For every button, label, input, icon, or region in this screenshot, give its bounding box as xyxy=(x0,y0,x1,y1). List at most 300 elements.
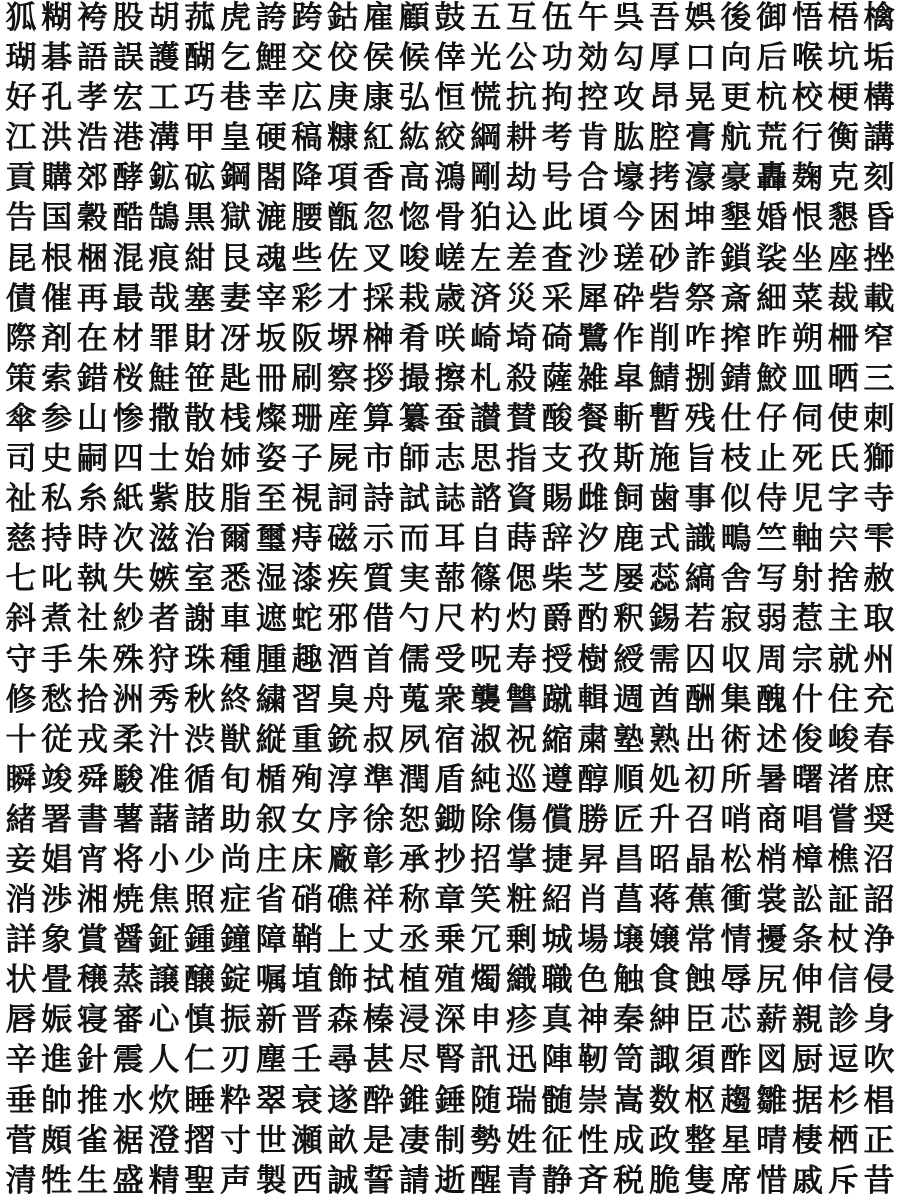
kanji-character: 作 xyxy=(613,320,645,357)
kanji-character: 主 xyxy=(827,601,859,638)
kanji-character: 刷 xyxy=(291,360,323,397)
kanji-character: 曙 xyxy=(792,761,823,798)
kanji-character: 杓 xyxy=(470,601,502,638)
kanji-character: 濠 xyxy=(684,160,716,197)
kanji-character: 拾 xyxy=(77,681,108,718)
kanji-character: 髄 xyxy=(541,1082,573,1119)
kanji-character: 瑞 xyxy=(506,1082,537,1119)
kanji-character: 嵯 xyxy=(434,240,466,277)
kanji-character: 酷 xyxy=(112,200,144,237)
kanji-character: 坐 xyxy=(792,240,823,277)
kanji-character: 残 xyxy=(684,400,716,437)
kanji-character: 郊 xyxy=(77,160,108,197)
kanji-character: 飾 xyxy=(327,962,359,999)
kanji-character: 慌 xyxy=(470,80,502,117)
kanji-character: 渚 xyxy=(827,761,859,798)
kanji-character: 清 xyxy=(5,1162,37,1199)
kanji-character: 鋤 xyxy=(434,801,466,838)
kanji-character: 趣 xyxy=(291,641,323,678)
kanji-character: 笹 xyxy=(184,360,216,397)
kanji-character: 場 xyxy=(577,922,609,959)
kanji-character: 事 xyxy=(684,481,716,518)
kanji-character: 蹴 xyxy=(541,681,573,718)
kanji-character: 尻 xyxy=(756,962,788,999)
kanji-character: 小 xyxy=(148,841,180,878)
kanji-row xyxy=(4,120,896,157)
kanji-character: 縮 xyxy=(541,721,573,758)
kanji-character: 孔 xyxy=(41,80,73,117)
kanji-character: 沼 xyxy=(863,841,895,878)
kanji-character: 策 xyxy=(5,360,37,397)
kanji-character: 昨 xyxy=(756,320,788,357)
kanji-character: 職 xyxy=(541,962,573,999)
kanji-character: 疾 xyxy=(327,561,359,598)
kanji-character: 懇 xyxy=(827,200,859,237)
kanji-character: 叙 xyxy=(255,801,287,838)
kanji-character: 淳 xyxy=(327,761,359,798)
kanji-character: 酢 xyxy=(720,1042,752,1079)
kanji-character: 股 xyxy=(112,0,144,36)
kanji-character: 此 xyxy=(541,200,573,237)
kanji-character: 深 xyxy=(434,1002,466,1039)
kanji-character: 熟 xyxy=(649,721,680,758)
kanji-character: 粛 xyxy=(577,721,609,758)
kanji-character: 詳 xyxy=(5,922,37,959)
kanji-character: 痕 xyxy=(148,240,180,277)
kanji-character: 靭 xyxy=(577,1042,609,1079)
kanji-character: 訊 xyxy=(470,1042,502,1079)
kanji-character: 重 xyxy=(291,721,323,758)
kanji-character: 指 xyxy=(506,441,537,478)
kanji-character: 集 xyxy=(720,681,752,718)
kanji-character: 柴 xyxy=(541,561,573,598)
kanji-character: 趨 xyxy=(720,1082,752,1119)
kanji-character: 商 xyxy=(756,801,788,838)
kanji-character: 校 xyxy=(792,80,823,117)
kanji-character: 寺 xyxy=(863,481,895,518)
kanji-character: 脆 xyxy=(649,1162,680,1199)
kanji-character: 爾 xyxy=(220,521,251,558)
kanji-character: 皐 xyxy=(613,360,645,397)
kanji-character: 朱 xyxy=(77,641,108,678)
kanji-character: 輯 xyxy=(577,681,609,718)
kanji-character: 酒 xyxy=(327,641,359,678)
kanji-character: 治 xyxy=(184,521,216,558)
kanji-character: 至 xyxy=(255,481,287,518)
kanji-character: 匙 xyxy=(220,360,251,397)
kanji-character: 秦 xyxy=(613,1002,645,1039)
kanji-character: 什 xyxy=(792,681,823,718)
kanji-character: 秀 xyxy=(148,681,180,718)
kanji-character: 惜 xyxy=(756,1162,788,1199)
kanji-character: 酬 xyxy=(684,681,716,718)
kanji-character: 式 xyxy=(649,521,680,558)
kanji-character: 芯 xyxy=(720,1002,752,1039)
kanji-character: 椙 xyxy=(863,1082,895,1119)
kanji-character: 察 xyxy=(327,360,359,397)
kanji-character: 斥 xyxy=(827,1162,859,1199)
kanji-character: 始 xyxy=(184,441,216,478)
kanji-character: 賛 xyxy=(506,400,537,437)
kanji-character: 省 xyxy=(255,882,287,919)
kanji-character: 順 xyxy=(613,761,645,798)
kanji-character: 寂 xyxy=(720,601,752,638)
kanji-character: 鷺 xyxy=(577,320,609,357)
kanji-character: 際 xyxy=(5,320,37,357)
kanji-character: 垢 xyxy=(863,40,895,77)
kanji-character: 妻 xyxy=(220,280,251,317)
kanji-character: 肱 xyxy=(613,120,645,157)
kanji-character: 伺 xyxy=(792,400,823,437)
kanji-character: 嵩 xyxy=(613,1082,645,1119)
kanji-character: 剤 xyxy=(41,320,73,357)
kanji-character: 誌 xyxy=(434,481,466,518)
kanji-character: 国 xyxy=(41,200,73,237)
kanji-character: 色 xyxy=(577,962,609,999)
kanji-character: 嫉 xyxy=(148,561,180,598)
kanji-row xyxy=(4,962,896,999)
kanji-character: 夙 xyxy=(398,721,430,758)
kanji-character: 侍 xyxy=(756,481,788,518)
kanji-character: 酋 xyxy=(649,681,680,718)
kanji-character: 湘 xyxy=(77,882,108,919)
kanji-character: 山 xyxy=(77,400,108,437)
kanji-character: 峻 xyxy=(827,721,859,758)
kanji-character: 唆 xyxy=(398,240,430,277)
kanji-character: 勢 xyxy=(470,1122,502,1159)
kanji-character: 碁 xyxy=(41,40,73,77)
kanji-character: 正 xyxy=(863,1122,895,1159)
kanji-character: 信 xyxy=(827,962,859,999)
kanji-character: 埴 xyxy=(291,962,323,999)
kanji-character: 轟 xyxy=(756,160,788,197)
kanji-character: 常 xyxy=(684,922,716,959)
kanji-character: 衰 xyxy=(291,1082,323,1119)
kanji-character: 香 xyxy=(363,160,394,197)
kanji-character: 嗣 xyxy=(77,441,108,478)
kanji-character: 広 xyxy=(291,80,323,117)
kanji-character: 迅 xyxy=(506,1042,537,1079)
kanji-character: 黒 xyxy=(184,200,216,237)
kanji-character: 自 xyxy=(470,521,502,558)
kanji-character: 焦 xyxy=(148,882,180,919)
kanji-character: 工 xyxy=(148,80,180,117)
kanji-row xyxy=(4,1163,896,1200)
kanji-character: 銃 xyxy=(327,721,359,758)
kanji-character: 雑 xyxy=(577,360,609,397)
kanji-character: 垂 xyxy=(5,1082,37,1119)
kanji-character: 拭 xyxy=(363,962,394,999)
kanji-character: 上 xyxy=(327,922,359,959)
kanji-character: 砿 xyxy=(184,160,216,197)
kanji-character: 算 xyxy=(363,400,394,437)
kanji-character: 祝 xyxy=(506,721,537,758)
kanji-character: 遵 xyxy=(541,761,573,798)
kanji-character: 伍 xyxy=(541,0,573,36)
kanji-character: 諮 xyxy=(470,481,502,518)
kanji-row xyxy=(4,241,896,278)
kanji-character: 肴 xyxy=(398,320,430,357)
kanji-character: 昭 xyxy=(649,841,680,878)
kanji-character: 春 xyxy=(863,721,895,758)
kanji-character: 樹 xyxy=(577,641,609,678)
kanji-character: 鼓 xyxy=(434,0,466,36)
kanji-character: 旨 xyxy=(684,441,716,478)
kanji-character: 祉 xyxy=(5,481,37,518)
kanji-character: 植 xyxy=(398,962,430,999)
kanji-character: 洪 xyxy=(41,120,73,157)
kanji-character: 似 xyxy=(720,481,752,518)
kanji-character: 号 xyxy=(541,160,573,197)
kanji-character: 拘 xyxy=(541,80,573,117)
kanji-character: 語 xyxy=(77,40,108,77)
kanji-character: 午 xyxy=(577,0,609,36)
kanji-character: 佼 xyxy=(327,40,359,77)
kanji-character: 者 xyxy=(148,601,180,638)
kanji-character: 条 xyxy=(792,922,823,959)
kanji-character: 菰 xyxy=(184,0,216,36)
kanji-character: 虎 xyxy=(220,0,251,36)
kanji-character: 昆 xyxy=(5,240,37,277)
kanji-character: 謝 xyxy=(184,601,216,638)
kanji-character: 咲 xyxy=(434,320,466,357)
kanji-character: 隻 xyxy=(684,1162,716,1199)
kanji-character: 漆 xyxy=(291,561,323,598)
kanji-character: 症 xyxy=(220,882,251,919)
kanji-character: 鯖 xyxy=(649,360,680,397)
kanji-character: 粋 xyxy=(220,1082,251,1119)
kanji-character: 璽 xyxy=(255,521,287,558)
kanji-character: 裳 xyxy=(756,882,788,919)
kanji-character: 斬 xyxy=(613,400,645,437)
kanji-character: 勾 xyxy=(613,40,645,77)
kanji-character: 整 xyxy=(684,1122,716,1159)
kanji-character: 鐘 xyxy=(220,922,251,959)
kanji-character: 穀 xyxy=(77,200,108,237)
kanji-character: 請 xyxy=(398,1162,430,1199)
kanji-character: 修 xyxy=(5,681,37,718)
kanji-character: 雫 xyxy=(863,521,895,558)
kanji-character: 心 xyxy=(148,1002,180,1039)
kanji-character: 才 xyxy=(327,280,359,317)
kanji-character: 削 xyxy=(649,320,680,357)
kanji-character: 畳 xyxy=(41,962,73,999)
kanji-character: 児 xyxy=(792,481,823,518)
kanji-character: 諸 xyxy=(184,801,216,838)
kanji-character: 参 xyxy=(41,400,73,437)
kanji-character: 頃 xyxy=(577,200,609,237)
kanji-character: 菖 xyxy=(613,882,645,919)
kanji-character: 肖 xyxy=(577,882,609,919)
kanji-character: 歯 xyxy=(649,481,680,518)
kanji-character: 尽 xyxy=(398,1042,430,1079)
kanji-character: 向 xyxy=(720,40,752,77)
kanji-character: 静 xyxy=(541,1162,573,1199)
kanji-character: 散 xyxy=(184,400,216,437)
kanji-character: 針 xyxy=(77,1042,108,1079)
kanji-character: 哉 xyxy=(148,280,180,317)
kanji-character: 乗 xyxy=(434,922,466,959)
kanji-character: 就 xyxy=(827,641,859,678)
kanji-character: 四 xyxy=(112,441,144,478)
kanji-character: 嬢 xyxy=(649,922,680,959)
kanji-character: 耳 xyxy=(434,521,466,558)
kanji-character: 犀 xyxy=(577,280,609,317)
kanji-character: 瀬 xyxy=(291,1122,323,1159)
kanji-character: 寿 xyxy=(506,641,537,678)
kanji-character: 困 xyxy=(649,200,680,237)
kanji-character: 控 xyxy=(577,80,609,117)
kanji-character: 侯 xyxy=(363,40,394,77)
kanji-character: 俊 xyxy=(792,721,823,758)
kanji-character: 寸 xyxy=(220,1122,251,1159)
kanji-character: 脂 xyxy=(220,481,251,518)
kanji-character: 朔 xyxy=(792,320,823,357)
kanji-character: 坑 xyxy=(827,40,859,77)
kanji-character: 厨 xyxy=(792,1042,823,1079)
kanji-character: 狛 xyxy=(470,200,502,237)
kanji-character: 済 xyxy=(470,280,502,317)
kanji-character: 梢 xyxy=(756,841,788,878)
kanji-character: 拶 xyxy=(363,360,394,397)
kanji-character: 佐 xyxy=(327,240,359,277)
kanji-character: 芝 xyxy=(577,561,609,598)
kanji-row xyxy=(4,882,896,919)
kanji-character: 醇 xyxy=(577,761,609,798)
kanji-character: 采 xyxy=(541,280,573,317)
kanji-character: 須 xyxy=(684,1042,716,1079)
kanji-character: 項 xyxy=(327,160,359,197)
kanji-character: 章 xyxy=(434,882,466,919)
kanji-character: 汁 xyxy=(148,721,180,758)
kanji-character: 獅 xyxy=(863,441,895,478)
kanji-character: 肯 xyxy=(577,120,609,157)
kanji-character: 擦 xyxy=(434,360,466,397)
kanji-character: 枢 xyxy=(684,1082,716,1119)
kanji-character: 鹿 xyxy=(613,521,645,558)
kanji-character: 康 xyxy=(363,80,394,117)
kanji-character: 沙 xyxy=(577,240,609,277)
kanji-character: 鈷 xyxy=(327,0,359,36)
kanji-character: 新 xyxy=(255,1002,287,1039)
kanji-character: 梱 xyxy=(77,240,108,277)
kanji-character: 搾 xyxy=(720,320,752,357)
kanji-character: 誤 xyxy=(112,40,144,77)
kanji-row xyxy=(4,802,896,839)
kanji-character: 紳 xyxy=(649,1002,680,1039)
kanji-character: 士 xyxy=(148,441,180,478)
kanji-character: 梗 xyxy=(827,80,859,117)
kanji-row xyxy=(4,1083,896,1120)
kanji-character: 刻 xyxy=(863,160,895,197)
kanji-character: 航 xyxy=(720,120,752,157)
kanji-character: 杉 xyxy=(827,1082,859,1119)
kanji-character: 砂 xyxy=(649,240,680,277)
kanji-character: 辛 xyxy=(5,1042,37,1079)
kanji-character: 辞 xyxy=(541,521,573,558)
kanji-character: 譲 xyxy=(148,962,180,999)
kanji-character: 抄 xyxy=(434,841,466,878)
kanji-character: 抗 xyxy=(506,80,537,117)
kanji-character: 仕 xyxy=(720,400,752,437)
kanji-character: 儒 xyxy=(398,641,430,678)
kanji-character: 遮 xyxy=(255,601,287,638)
kanji-character: 刺 xyxy=(863,400,895,437)
kanji-character: 思 xyxy=(470,441,502,478)
kanji-character: 伸 xyxy=(792,962,823,999)
kanji-character: 頗 xyxy=(41,1122,73,1159)
kanji-character: 西 xyxy=(291,1162,323,1199)
kanji-character: 獄 xyxy=(220,200,251,237)
kanji-character: 冊 xyxy=(255,360,287,397)
kanji-character: 柔 xyxy=(112,721,144,758)
kanji-character: 互 xyxy=(506,0,537,36)
kanji-character: 宰 xyxy=(255,280,287,317)
kanji-character: 砦 xyxy=(649,280,680,317)
kanji-character: 舟 xyxy=(363,681,394,718)
kanji-character: 鎖 xyxy=(720,240,752,277)
kanji-row xyxy=(4,1042,896,1079)
kanji-character: 蒐 xyxy=(398,681,430,718)
kanji-character: 后 xyxy=(756,40,788,77)
kanji-row xyxy=(4,401,896,438)
kanji-character: 肢 xyxy=(184,481,216,518)
kanji-row xyxy=(4,682,896,719)
kanji-character: 字 xyxy=(827,481,859,518)
kanji-character: 姿 xyxy=(255,441,287,478)
kanji-character: 訟 xyxy=(792,882,823,919)
kanji-character: 彩 xyxy=(291,280,323,317)
kanji-character: 榊 xyxy=(363,320,394,357)
kanji-character: 根 xyxy=(41,240,73,277)
kanji-character: 身 xyxy=(863,1002,895,1039)
kanji-character: 合 xyxy=(577,160,609,197)
kanji-character: 所 xyxy=(720,761,752,798)
kanji-character: 瞬 xyxy=(5,761,37,798)
kanji-character: 灼 xyxy=(506,601,537,638)
kanji-character: 晴 xyxy=(756,1122,788,1159)
kanji-character: 醤 xyxy=(112,922,144,959)
kanji-character: 稿 xyxy=(291,120,323,157)
kanji-character: 手 xyxy=(41,641,73,678)
kanji-character: 糊 xyxy=(41,0,73,36)
kanji-character: 執 xyxy=(77,561,108,598)
kanji-character: 摺 xyxy=(184,1122,216,1159)
kanji-character: 骨 xyxy=(434,200,466,237)
kanji-character: 視 xyxy=(291,481,323,518)
kanji-character: 昂 xyxy=(649,80,680,117)
kanji-row xyxy=(4,321,896,358)
kanji-character: 旬 xyxy=(220,761,251,798)
kanji-character: 斎 xyxy=(720,280,752,317)
kanji-character: 煮 xyxy=(41,601,73,638)
kanji-character: 座 xyxy=(827,240,859,277)
kanji-character: 溝 xyxy=(148,120,180,157)
kanji-character: 吹 xyxy=(863,1042,895,1079)
kanji-character: 洲 xyxy=(112,681,144,718)
kanji-character: 診 xyxy=(827,1002,859,1039)
kanji-character: 次 xyxy=(112,521,144,558)
kanji-character: 篠 xyxy=(470,561,502,598)
kanji-character: 今 xyxy=(613,200,645,237)
kanji-character: 証 xyxy=(827,882,859,919)
kanji-character: 薯 xyxy=(112,801,144,838)
kanji-character: 呉 xyxy=(613,0,645,36)
kanji-character: 浄 xyxy=(863,922,895,959)
kanji-character: 蔀 xyxy=(434,561,466,598)
kanji-character: 滋 xyxy=(148,521,180,558)
kanji-character: 赦 xyxy=(863,561,895,598)
